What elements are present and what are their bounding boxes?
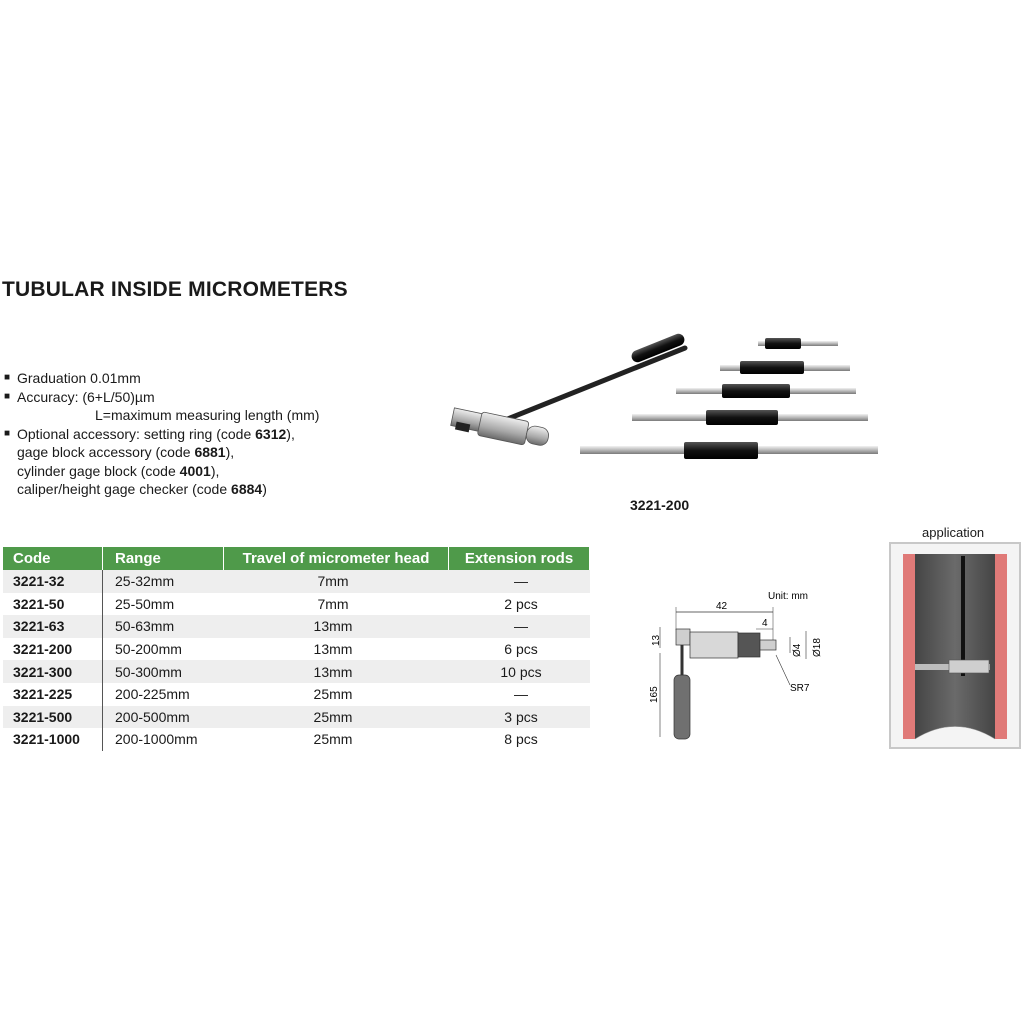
spec-accessory-line3: cylinder gage block (code 4001),: [17, 462, 220, 479]
application-label: application: [922, 525, 985, 540]
spec-accuracy: ■ Accuracy: (6+L/50)µm: [4, 388, 155, 405]
table-row: [3, 706, 590, 729]
cell-travel: 25mm: [224, 683, 449, 706]
drawing-unit: Unit: mm: [768, 591, 808, 602]
table-row: [3, 593, 590, 616]
product-code: 3221-200: [630, 497, 690, 513]
cell-range: 25-50mm: [103, 593, 224, 616]
cell-travel: 7mm: [224, 570, 449, 593]
cell-travel: 7mm: [224, 593, 449, 616]
dim-d18: Ø18: [812, 638, 823, 657]
product-image: [440, 330, 890, 480]
cell-range: 200-1000mm: [103, 728, 224, 751]
cell-range: 200-500mm: [103, 706, 224, 729]
cell-code: 3221-32: [3, 570, 103, 593]
dim-13: 13: [651, 634, 662, 646]
spec-table: [3, 547, 590, 751]
cell-travel: 25mm: [224, 728, 449, 751]
header-extension-rods: Extension rods: [449, 547, 590, 570]
spec-list: [4, 369, 319, 499]
cell-extension-rods: —: [449, 683, 590, 706]
bullet-icon: ■: [4, 427, 11, 439]
cell-range: 200-225mm: [103, 683, 224, 706]
table-header-row: [3, 547, 590, 570]
table-row: [3, 683, 590, 706]
application-image: [889, 542, 1021, 749]
cell-range: 50-63mm: [103, 615, 224, 638]
table-row: [3, 615, 590, 638]
cell-extension-rods: 2 pcs: [449, 593, 590, 616]
header-range: Range: [103, 547, 224, 570]
cell-range: 50-300mm: [103, 660, 224, 683]
cell-travel: 13mm: [224, 638, 449, 661]
header-code: Code: [3, 547, 103, 570]
dim-4: 4: [762, 618, 768, 629]
spec-accessory-line2: gage block accessory (code 6881),: [17, 444, 235, 460]
cell-extension-rods: 3 pcs: [449, 706, 590, 729]
table-row: [3, 638, 590, 661]
dim-42: 42: [716, 601, 728, 612]
cell-code: 3221-1000: [3, 728, 103, 751]
bullet-icon: ■: [4, 390, 11, 402]
dim-d4: Ø4: [792, 643, 803, 657]
spec-accessory-line4: caliper/height gage checker (code 6884): [17, 481, 267, 497]
dim-sr7: SR7: [790, 683, 810, 694]
spec-accuracy-note: L=maximum measuring length (mm): [95, 407, 320, 423]
dim-165: 165: [649, 686, 660, 703]
cell-code: 3221-225: [3, 683, 103, 706]
header-travel: Travel of micrometer head: [224, 547, 449, 570]
cell-travel: 25mm: [224, 706, 449, 729]
dimension-drawing: [640, 585, 840, 745]
cell-extension-rods: —: [449, 570, 590, 593]
spec-graduation: ■ Graduation 0.01mm: [4, 370, 141, 386]
page-title: TUBULAR INSIDE MICROMETERS: [2, 278, 348, 301]
table-row: [3, 660, 590, 683]
cell-code: 3221-300: [3, 660, 103, 683]
cell-range: 25-32mm: [103, 570, 224, 593]
bullet-icon: ■: [4, 372, 11, 383]
cell-code: 3221-200: [3, 638, 103, 661]
cell-extension-rods: 10 pcs: [449, 660, 590, 683]
cell-travel: 13mm: [224, 615, 449, 638]
cell-code: 3221-50: [3, 593, 103, 616]
cell-extension-rods: —: [449, 615, 590, 638]
cell-travel: 13mm: [224, 660, 449, 683]
table-row: [3, 728, 590, 751]
cell-extension-rods: 6 pcs: [449, 638, 590, 661]
cell-extension-rods: 8 pcs: [449, 728, 590, 751]
table-row: [3, 570, 590, 593]
cell-code: 3221-500: [3, 706, 103, 729]
cell-code: 3221-63: [3, 615, 103, 638]
spec-accessory: ■ Optional accessory: setting ring (code 6312),: [4, 425, 295, 442]
cell-range: 50-200mm: [103, 638, 224, 661]
